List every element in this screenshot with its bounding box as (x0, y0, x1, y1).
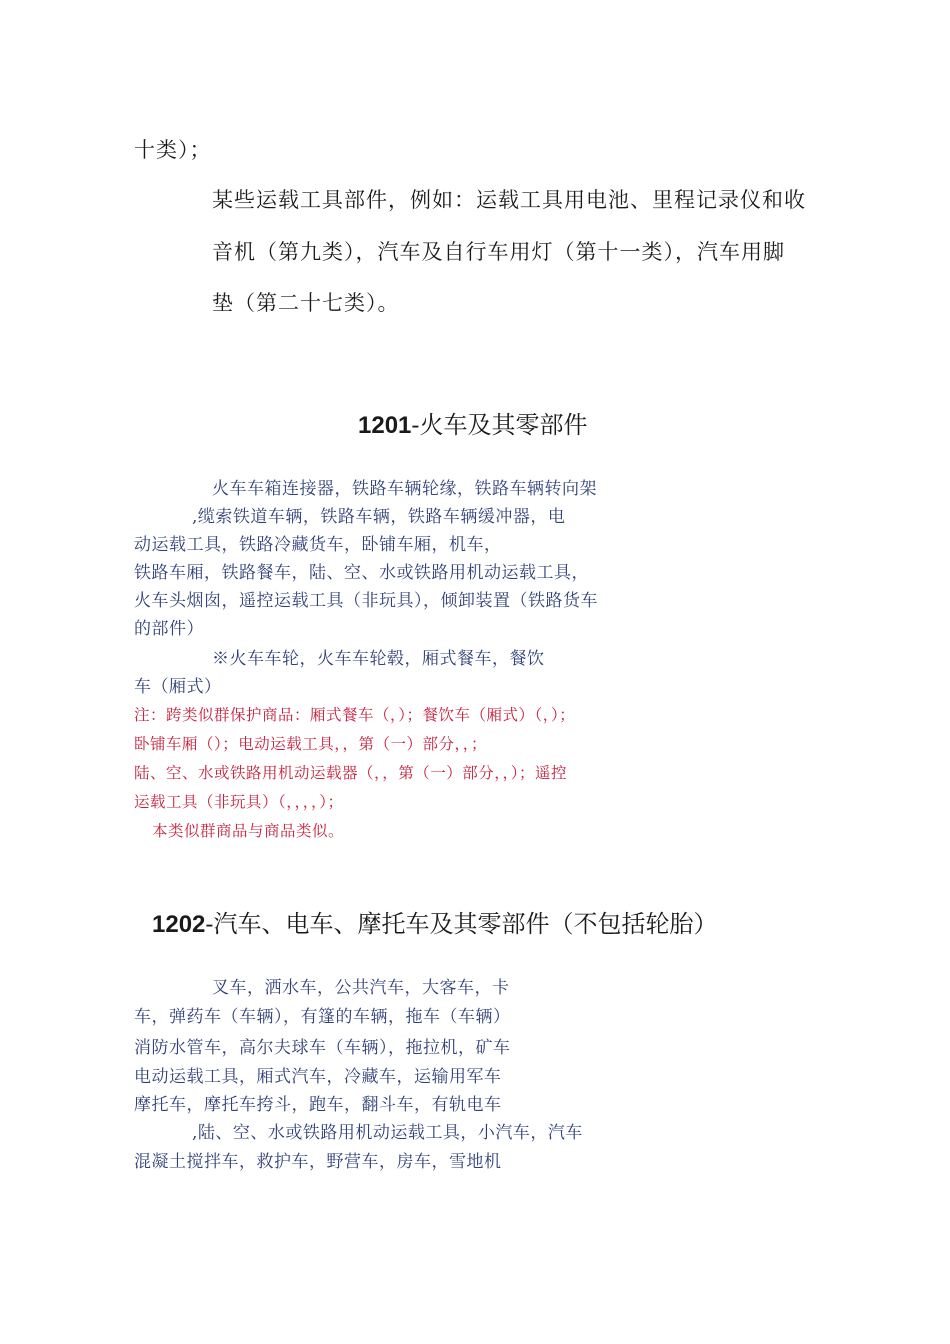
cross-class-note: 注：跨类似群保护商品：厢式餐车（，）；餐饮车（厢式）（，）； (134, 706, 576, 724)
goods-line: 动运载工具，铁路冷藏货车，卧铺车厢，机车， (134, 535, 502, 555)
cross-class-note: 运载工具（非玩具）（，，，，）； (134, 793, 344, 811)
intro-line: 某些运载工具部件，例如：运载工具用电池、里程记录仪和收 (212, 188, 806, 212)
similar-goods-note: 本类似群商品与商品类似。 (152, 822, 345, 840)
goods-line: 火车头烟囱，遥控运载工具（非玩具），倾卸装置（铁路货车 (134, 591, 598, 611)
section-1202-heading (152, 904, 718, 939)
section-code: 1202 (152, 911, 206, 938)
goods-line: 消防水管车，高尔夫球车（车辆），拖拉机，矿车 (134, 1038, 511, 1058)
goods-line: 车，弹药车（车辆），有篷的车辆，拖车（车辆） (134, 1007, 511, 1027)
goods-line: 叉车，洒水车，公共汽车，大客车，卡 (212, 978, 510, 998)
goods-line: 混凝土搅拌车，救护车，野营车，房车，雪地机 (134, 1152, 502, 1172)
goods-line: 火车车箱连接器，铁路车辆轮缘，铁路车辆转向架 (212, 479, 597, 499)
goods-line: ,缆索铁道车辆，铁路车辆，铁路车辆缓冲器，电 (192, 507, 566, 527)
section-code: 1201 (358, 412, 412, 439)
cross-class-note: 卧铺车厢（）；电动运载工具，，第（一）部分，，； (134, 735, 488, 753)
goods-line: 车（厢式） (134, 677, 222, 697)
section-title: -汽车、电车、摩托车及其零部件（不包括轮胎） (205, 910, 718, 938)
intro-line: 音机（第九类），汽车及自行车用灯（第十一类），汽车用脚 (212, 240, 785, 264)
section-title: -火车及其零部件 (411, 411, 588, 439)
intro-line: 垫（第二十七类）。 (212, 291, 400, 315)
goods-line: 电动运载工具，厢式汽车，冷藏车，运输用军车 (134, 1067, 502, 1087)
goods-line: ,陆、空、水或铁路用机动运载工具，小汽车，汽车 (192, 1123, 583, 1143)
goods-line: 铁路车厢，铁路餐车，陆、空、水或铁路用机动运载工具， (134, 563, 589, 583)
goods-line: 摩托车，摩托车挎斗，跑车，翻斗车，有轨电车 (134, 1095, 502, 1115)
goods-line: ※火车车轮，火车车轮毂，厢式餐车，餐饮 (212, 649, 545, 669)
intro-line: 十类）； (134, 138, 212, 162)
cross-class-note: 陆、空、水或铁路用机动运载器（，，第（一）部分，，）；遥控 (134, 764, 568, 782)
section-1201-heading (358, 405, 588, 440)
goods-line: 的部件） (134, 619, 204, 639)
